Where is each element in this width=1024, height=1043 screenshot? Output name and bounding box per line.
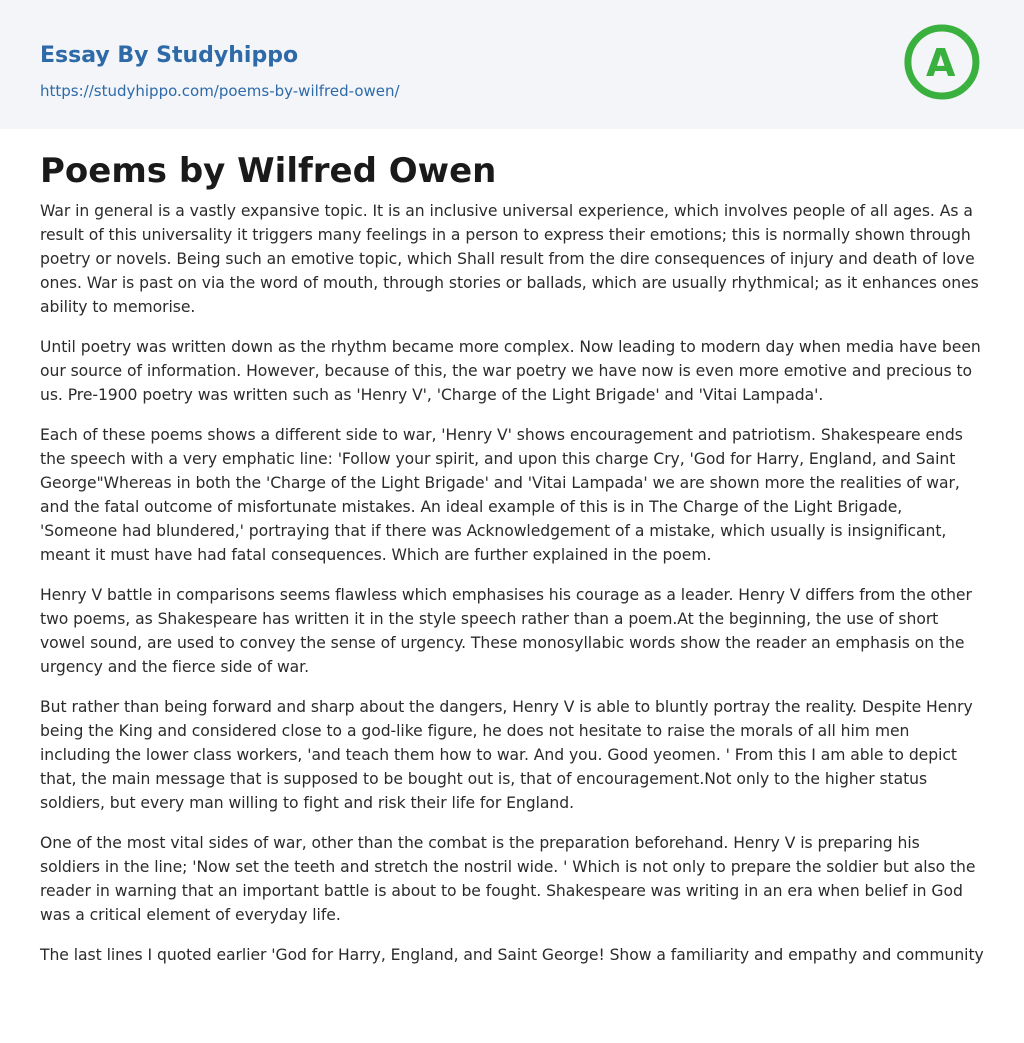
article-paragraph: One of the most vital sides of war, other than the combat is the preparation beforehand. Henry V is preparing his soldiers in the line; 'Now set the teeth and stretch the nostril wide. ' Which is not only to prepare the soldier but also the reader in warning that an important battle is about to be fought. Shakespeare was writing in an era when belief in God was a critical element of everyday life. <box>40 834 976 924</box>
article-paragraph: War in general is a vastly expansive topic. It is an inclusive universal experience, which involves people of all ages. As a result of this universality it triggers many feelings in a person to express their emotions; this is normally shown through poetry or novels. Being such an emotive topic, which Shall result from the dire consequences of injury and death of love ones. War is past on via the word of mouth, through stories or ballads, which are usually rhythmical; as it enhances ones ability to memorise. <box>40 202 979 316</box>
site-title[interactable]: Essay By Studyhippo <box>40 43 299 68</box>
article-paragraph: Henry V battle in comparisons seems flawless which emphasises his courage as a leader. Henry V differs from the other two poems, as Shakespeare has written it in the style speech rather than a poem.At the beginning, the use of short vowel sound, are used to convey the sense of urgency. These monosyllabic words show the reader an emphasis on the urgency and the fierce side of war. <box>40 586 972 676</box>
site-header <box>0 0 1024 129</box>
article-paragraph: But rather than being forward and sharp about the dangers, Henry V is able to bluntly portray the reality. Despite Henry being the King and considered close to a god-like figure, he does not hesitate to raise the morals of all him men including the lower class workers, 'and teach them how to war. And you. Good yeomen. ' From this I am able to depict that, the main message that is supposed to be bought out is, that of encouragement.Not only to the higher status soldiers, but every man willing to fight and risk their life for England. <box>40 698 973 812</box>
article-paragraph: The last lines I quoted earlier 'God for Harry, England, and Saint George! Show a familiarity and empathy and community <box>40 946 984 964</box>
article-paragraph: Each of these poems shows a different side to war, 'Henry V' shows encouragement and patriotism. Shakespeare ends the speech with a very emphatic line: 'Follow your spirit, and upon this charge Cry, 'God for Harry, England, and Saint George"Whereas in both the 'Charge of the Light Brigade' and 'Vitai Lampada' we are shown more the realities of war, and the fatal outcome of misfortunate mistakes. An ideal example of this is in The Charge of the Light Brigade, 'Someone had blundered,' portraying that if there was Acknowledgement of a mistake, which usually is insignificant, meant it must have had fatal consequences. Which are further explained in the poem. <box>40 426 963 564</box>
page-title: Poems by Wilfred Owen <box>40 151 497 191</box>
essay-url-link[interactable]: https://studyhippo.com/poems-by-wilfred-owen/ <box>40 82 400 100</box>
logo-letter: A <box>926 41 956 85</box>
article <box>0 129 1024 967</box>
studyhippo-logo-icon[interactable] <box>900 20 984 104</box>
article-paragraph: Until poetry was written down as the rhythm became more complex. Now leading to modern day when media have been our source of information. However, because of this, the war poetry we have now is even more emotive and precious to us. Pre-1900 poetry was written such as 'Henry V', 'Charge of the Light Brigade' and 'Vitai Lampada'. <box>40 338 981 404</box>
